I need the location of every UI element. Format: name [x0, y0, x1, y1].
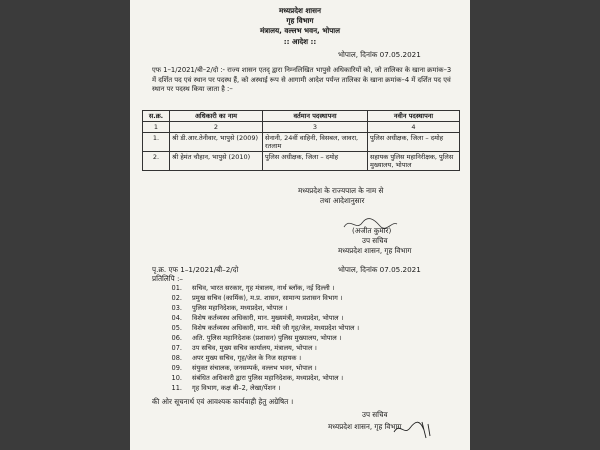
- table-header-name: अधिकारी का नाम: [170, 111, 263, 122]
- table-number-row: [143, 122, 460, 133]
- cell-officer-name: श्री डी.आर.तेनीवार, भापुसे (2009): [170, 133, 263, 152]
- signatory-department: मध्यप्रदेश शासन, गृह विभाग: [338, 246, 412, 255]
- list-item: [150, 373, 460, 383]
- table-header-new: नवीन पदस्थापना: [368, 111, 460, 122]
- list-item-text: उप सचिव, मुख्य सचिव कार्यालय, मंत्रालय, भोपाल ।: [192, 344, 317, 352]
- copy-signatory-title: उप सचिव: [362, 410, 388, 419]
- list-item-text: सचिव, भारत सरकार, गृह मंत्रालय, नार्थ ब्लॉक, नई दिल्ली ।: [192, 284, 335, 292]
- copy-label: प्रतिलिपि :–: [152, 274, 184, 283]
- cell-current-posting: सेनानी, 24वीं वाहिनी, विसबल, जावरा, रतलाम: [263, 133, 368, 152]
- signatory-name: (अजीत कुमार): [352, 226, 392, 235]
- list-item-number: 06.: [171, 334, 182, 342]
- list-item-text: विशेष कर्तव्यस्थ अधिकारी, मान. मुख्यमंत्री, मध्यप्रदेश, भोपाल ।: [192, 314, 344, 322]
- table-col-number: 4: [368, 122, 460, 133]
- list-item-number: 01.: [171, 284, 182, 292]
- table-col-number: 2: [170, 122, 263, 133]
- list-item-number: 02.: [171, 294, 182, 302]
- table-row: [143, 152, 460, 171]
- cell-sn: 2.: [143, 152, 170, 171]
- header-government: मध्यप्रदेश शासन: [278, 6, 322, 15]
- table-header-sn: स.क्र.: [143, 111, 170, 122]
- header-address: मंत्रालय, वल्लभ भवन, भोपाल: [259, 26, 341, 35]
- list-item: [150, 363, 460, 373]
- order-date: भोपाल, दिनांक 07.05.2021: [338, 50, 421, 59]
- copy-reference: पृ.क्र. एफ 1–1/2021/बी–2/दो: [152, 265, 239, 274]
- list-item-number: 05.: [171, 324, 182, 332]
- list-item: [150, 383, 460, 393]
- cell-current-posting: पुलिस अधीक्षक, जिला – दमोह: [263, 152, 368, 171]
- copy-signatory-department: मध्यप्रदेश शासन, गृह विभाग: [328, 422, 402, 431]
- table-header-row: [143, 111, 460, 122]
- copy-closing: की ओर सूचनार्थ एवं आवश्यक कार्यवाही हेतु अग्रेषित ।: [152, 397, 294, 406]
- list-item-number: 07.: [171, 344, 182, 352]
- list-item-text: विशेष कर्तव्यस्थ अधिकारी, मान. मंत्री जी गृह/जेल, मध्यप्रदेश भोपाल ।: [192, 324, 360, 332]
- list-item-number: 09.: [171, 364, 182, 372]
- list-item-text: अपर मुख्य सचिव, गृह/जेल के निज सहायक ।: [192, 354, 302, 362]
- list-item-number: 08.: [171, 354, 182, 362]
- list-item-text: संबंधित अधिकारी द्वारा पुलिस महानिदेशक, मध्यप्रदेश, भोपाल ।: [192, 374, 344, 382]
- list-item-text: संयुक्त संचालक, जनसम्पर्क, वल्लभ भवन, भोपाल ।: [192, 364, 317, 372]
- document-page: [130, 0, 470, 450]
- table-col-number: 3: [263, 122, 368, 133]
- list-item: [150, 303, 460, 313]
- list-item-text: गृह विभाग, कक्ष बी–2, लेखा/पेंशन ।: [192, 384, 281, 392]
- order-by-line: तथा आदेशानुसार: [320, 196, 365, 205]
- list-item: [150, 333, 460, 343]
- order-intro: एफ 1–1/2021/बी–2/दो :- राज्य शासन एतद् द्वारा निम्नलिखित भापुसे अधिकारियों को, जो तालिका के खाना क्रमांक–3 में दर्शित पद एवं स्थान पर पदस्थ हैं, को अस्थाई रूप से आगामी आदेश पर्यन्त तालिका के खाना क्रमांक–4 में दर्शित पद एवं स्थान पर पदस्थ किया जाता है :–: [152, 66, 452, 93]
- cell-sn: 1.: [143, 133, 170, 152]
- officer-table: [142, 110, 460, 171]
- table-col-number: 1: [143, 122, 170, 133]
- list-item: [150, 343, 460, 353]
- cell-new-posting: पुलिस अधीक्षक, जिला – दमोह: [368, 133, 460, 152]
- table-row: [143, 133, 460, 152]
- governor-name-line: मध्यप्रदेश के राज्यपाल के नाम से: [298, 186, 384, 195]
- table-header-current: वर्तमान पदस्थापना: [263, 111, 368, 122]
- list-item: [150, 293, 460, 303]
- copy-date: भोपाल, दिनांक 07.05.2021: [338, 265, 421, 274]
- list-item: [150, 353, 460, 363]
- cell-officer-name: श्री हेमंत चौहान, भापुसे (2010): [170, 152, 263, 171]
- cell-new-posting: सहायक पुलिस महानिरीक्षक, पुलिस मुख्यालय, भोपाल: [368, 152, 460, 171]
- list-item-number: 10.: [171, 374, 182, 382]
- list-item: [150, 283, 460, 293]
- list-item: [150, 313, 460, 323]
- list-item-number: 04.: [171, 314, 182, 322]
- list-item-text: पुलिस महानिदेशक, मध्यप्रदेश, भोपाल ।: [192, 304, 288, 312]
- list-item: [150, 323, 460, 333]
- signatory-title: उप सचिव: [362, 236, 388, 245]
- list-item-text: अति. पुलिस महानिदेशक (प्रशासन) पुलिस मुख्यालय, भोपाल ।: [192, 334, 342, 342]
- list-item-number: 11.: [171, 384, 182, 392]
- header-department: गृह विभाग: [286, 16, 314, 25]
- header-order-title: :: आदेश ::: [283, 37, 317, 46]
- copy-recipient-list: [150, 283, 460, 393]
- list-item-number: 03.: [171, 304, 182, 312]
- list-item-text: प्रमुख सचिव (कार्मिक), म.प्र. शासन, सामान्य प्रशासन विभाग ।: [192, 294, 343, 302]
